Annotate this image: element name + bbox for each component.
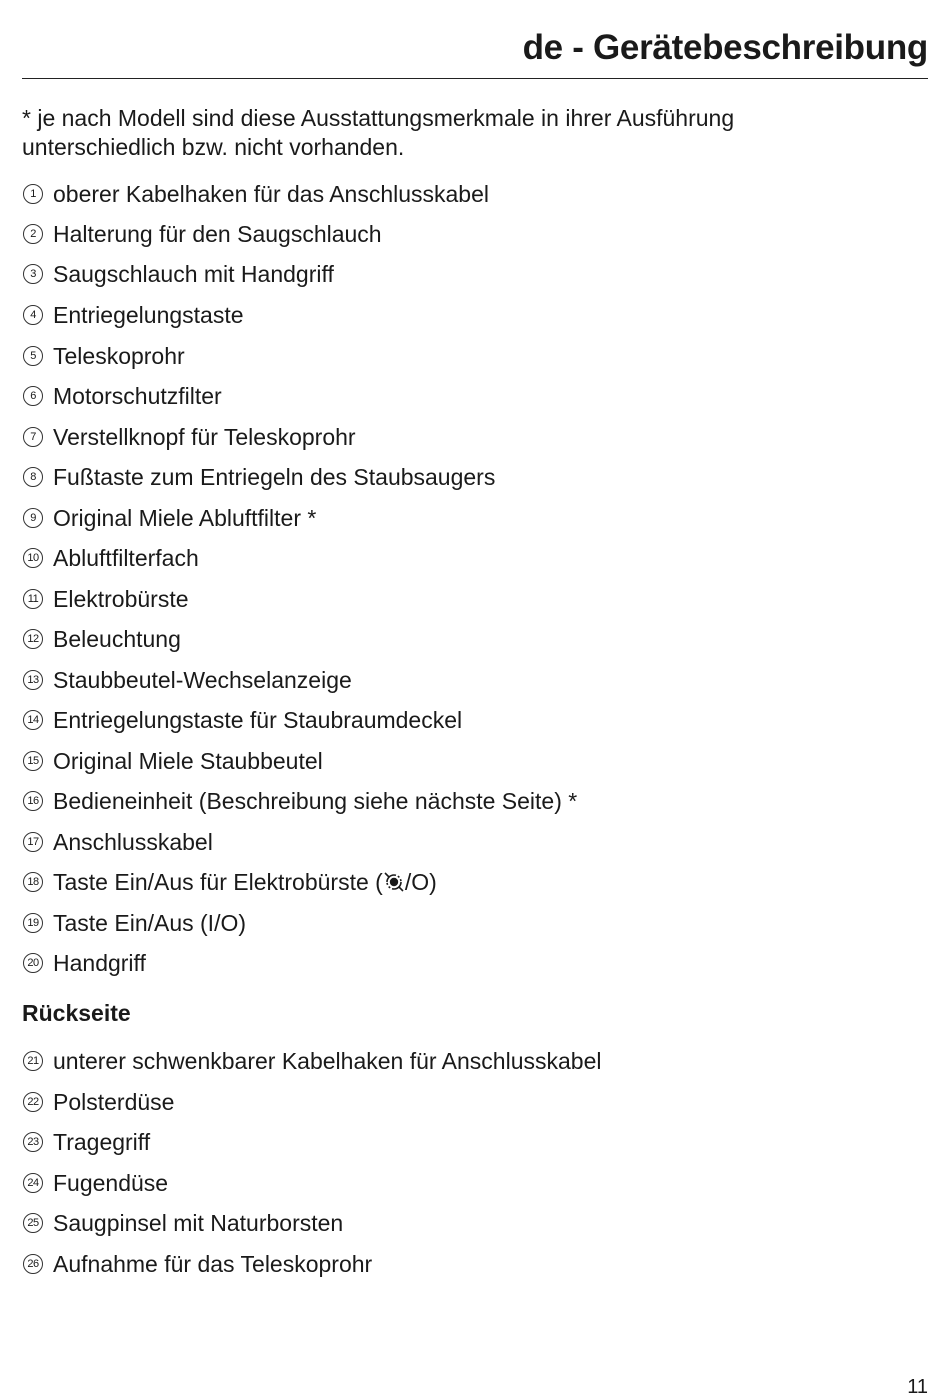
item-number: 25 [23, 1213, 43, 1233]
item-label: Handgriff [53, 949, 146, 976]
electro-brush-icon [383, 871, 405, 893]
item-label: Staubbeutel-Wechselanzeige [53, 666, 352, 693]
item-label: Original Miele Staubbeutel [53, 747, 323, 774]
list-item [22, 908, 246, 938]
item-number: 4 [23, 305, 43, 325]
item-number: 1 [23, 184, 43, 204]
page-header [22, 26, 928, 79]
item-number: 26 [23, 1254, 43, 1274]
list-item [22, 179, 489, 209]
item-number: 24 [23, 1173, 43, 1193]
list-item [22, 462, 495, 492]
item-label: Tragegriff [53, 1128, 151, 1155]
item-number: 8 [23, 467, 43, 487]
item-label: Taste Ein/Aus (I/O) [53, 909, 247, 936]
item-number: 15 [23, 751, 43, 771]
list-item [22, 786, 577, 816]
item-number: 22 [23, 1092, 43, 1112]
item-label: Beleuchtung [53, 625, 181, 652]
item-label: Teleskoprohr [53, 342, 185, 369]
item-label: Motorschutzfilter [53, 382, 222, 409]
item-label: Aufnahme für das Teleskoprohr [53, 1250, 373, 1277]
item-number: 5 [23, 346, 43, 366]
item-number: 21 [23, 1051, 43, 1071]
item-label: oberer Kabelhaken für das Anschlusskabel [53, 180, 490, 207]
item-number: 3 [23, 264, 43, 284]
list-item [22, 1087, 174, 1117]
item-number: 17 [23, 832, 43, 852]
list-item [22, 948, 146, 978]
list-item [22, 1168, 168, 1198]
list-item [22, 1208, 343, 1238]
item-label-after: /O) [404, 868, 437, 895]
list-item [22, 219, 382, 249]
item-number: 7 [23, 427, 43, 447]
item-label: Original Miele Abluftfilter * [53, 504, 317, 531]
item-number: 23 [23, 1132, 43, 1152]
item-label: Anschlusskabel [53, 828, 213, 855]
item-label: Elektrobürste [53, 585, 189, 612]
item-label: Verstellknopf für Teleskoprohr [53, 423, 356, 450]
list-item [22, 584, 189, 614]
list-item [22, 300, 244, 330]
item-number: 11 [23, 589, 43, 609]
intro-note: * je nach Modell sind diese Ausstattungsmerkmale in ihrer Ausführung unterschiedlich bzw. nicht vorhanden. [22, 105, 735, 160]
list-item [22, 381, 222, 411]
list-item [22, 543, 199, 573]
item-number: 2 [23, 224, 43, 244]
item-label: Polsterdüse [53, 1088, 175, 1115]
list-item [22, 705, 462, 735]
section-heading: Rückseite [22, 1000, 131, 1026]
list-item [22, 503, 316, 533]
list-item [22, 1046, 602, 1076]
item-number: 13 [23, 670, 43, 690]
list-item [22, 624, 181, 654]
item-label: Fußtaste zum Entriegeln des Staubsaugers [53, 463, 496, 490]
item-label-before: Taste Ein/Aus für Elektrobürste ( [53, 868, 383, 895]
list-item [22, 341, 185, 371]
item-label: Entriegelungstaste für Staubraumdeckel [53, 706, 463, 733]
item-number: 18 [23, 872, 43, 892]
item-number: 9 [23, 508, 43, 528]
list-item [22, 422, 356, 452]
list-item [22, 259, 334, 289]
item-label: Fugendüse [53, 1169, 169, 1196]
list-item [22, 867, 437, 897]
item-number: 19 [23, 913, 43, 933]
list-item [22, 1249, 372, 1279]
list-item [22, 1127, 150, 1157]
item-number: 6 [23, 386, 43, 406]
list-item [22, 665, 352, 695]
item-label: Entriegelungstaste [53, 301, 244, 328]
item-number: 12 [23, 629, 43, 649]
item-label: unterer schwenkbarer Kabelhaken für Anschlusskabel [53, 1047, 602, 1074]
item-number: 20 [23, 953, 43, 973]
item-label: Halterung für den Saugschlauch [53, 220, 382, 247]
list-item [22, 827, 213, 857]
item-number: 10 [23, 548, 43, 568]
page-title: de - Gerätebeschreibung [522, 28, 928, 67]
item-number: 16 [23, 791, 43, 811]
item-label: Saugpinsel mit Naturborsten [53, 1209, 344, 1236]
item-number: 14 [23, 710, 43, 730]
item-label [53, 869, 437, 896]
item-label: Saugschlauch mit Handgriff [53, 260, 334, 287]
item-label: Bedieneinheit (Beschreibung siehe nächste Seite) * [53, 787, 578, 814]
page-number: 11 [907, 1376, 928, 1398]
item-label: Abluftfilterfach [53, 544, 199, 571]
list-item [22, 746, 323, 776]
